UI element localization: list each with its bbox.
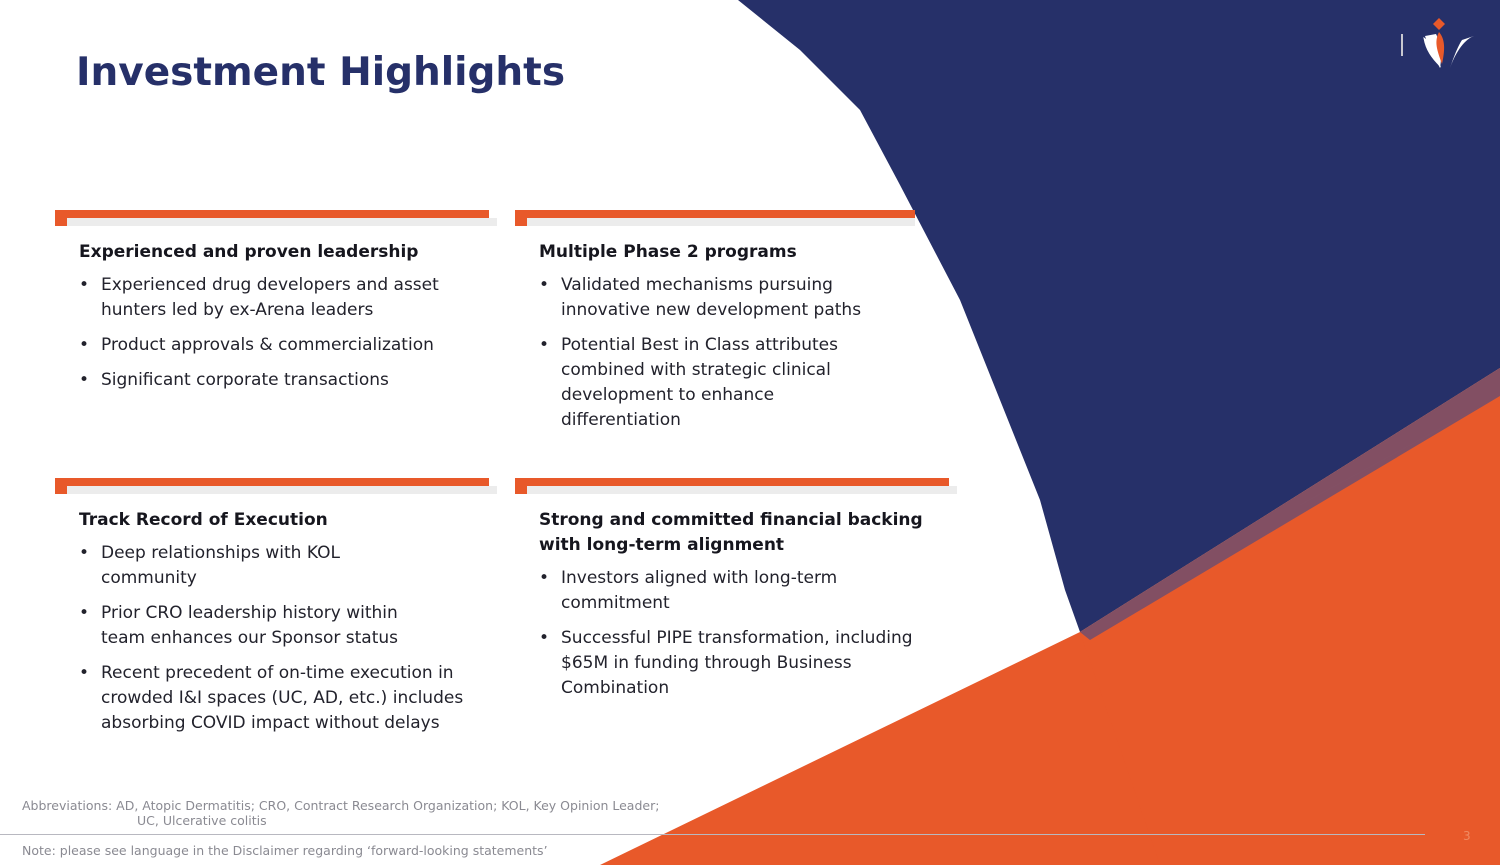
disclaimer-note: Note: please see language in the Disclaimer regarding ‘forward-looking statements’ <box>22 843 548 858</box>
card-accent-bar <box>55 210 497 226</box>
company-logo-icon <box>1398 16 1478 72</box>
highlight-card-financial <box>515 478 955 711</box>
list-item: • Investors aligned with long-term commitment <box>539 566 871 616</box>
card-bullet-list <box>539 273 884 433</box>
list-item: • Successful PIPE transformation, including $65M in funding through Business Combination <box>539 626 939 701</box>
card-heading: Experienced and proven leadership <box>79 242 419 262</box>
list-item: • Potential Best in Class attributes combined with strategic clinical development to enhance differentiation <box>539 333 884 433</box>
card-bullet-list <box>79 273 497 393</box>
abbreviations-line-2: UC, Ulcerative colitis <box>137 813 267 828</box>
list-item: • Deep relationships with KOL community <box>79 541 371 591</box>
card-bullet-list <box>79 541 479 736</box>
card-accent-bar <box>55 478 497 494</box>
card-heading: Track Record of Execution <box>79 510 328 530</box>
card-bullet-list <box>539 566 939 701</box>
card-accent-bar <box>515 478 955 494</box>
footer-divider <box>0 834 1425 835</box>
page-number: 3 <box>1463 829 1471 843</box>
card-heading: Multiple Phase 2 programs <box>539 242 797 262</box>
list-item: • Experienced drug developers and asset hunters led by ex-Arena leaders <box>79 273 497 323</box>
highlight-card-leadership <box>55 210 497 403</box>
abbreviations-note <box>22 798 722 828</box>
card-heading: Strong and committed financial backing with long-term alignment <box>539 510 923 555</box>
list-item: • Recent precedent of on-time execution in crowded I&I spaces (UC, AD, etc.) includes absorbing COVID impact without delays <box>79 661 479 736</box>
abbreviations-line-1: Abbreviations: AD, Atopic Dermatitis; CRO, Contract Research Organization; KOL, Key Opinion Leader; <box>22 798 660 813</box>
highlight-card-phase2 <box>515 210 915 443</box>
list-item: • Product approvals & commercialization <box>79 333 497 358</box>
list-item: • Significant corporate transactions <box>79 368 497 393</box>
highlight-card-execution <box>55 478 497 746</box>
list-item: • Validated mechanisms pursuing innovative new development paths <box>539 273 884 323</box>
page-title: Investment Highlights <box>76 50 566 95</box>
card-accent-bar <box>515 210 915 226</box>
list-item: • Prior CRO leadership history within team enhances our Sponsor status <box>79 601 421 651</box>
